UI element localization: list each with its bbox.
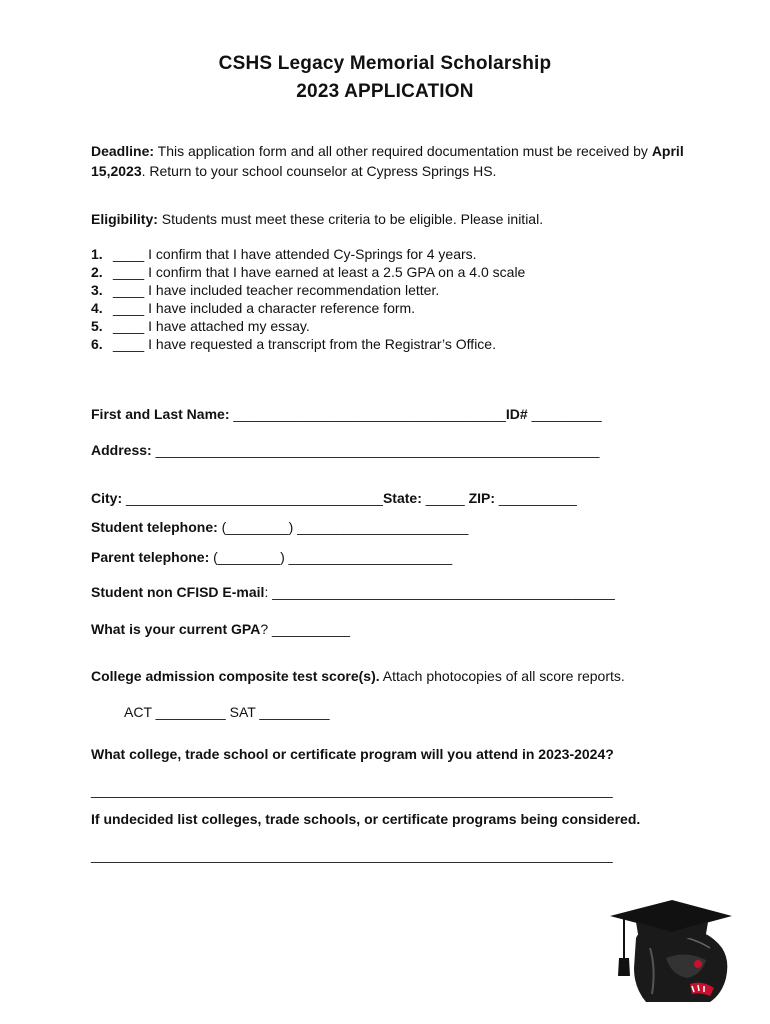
- item-number: 2.: [91, 264, 103, 280]
- gpa-label: What is your current GPA: [91, 621, 261, 637]
- deadline-date: April 15,2023: [91, 143, 684, 179]
- address-row: [91, 442, 599, 458]
- page-title-line2: 2023 APPLICATION: [296, 81, 474, 102]
- item-text: I have requested a transcript from the Registrar’s Office.: [148, 336, 496, 352]
- item-number: 5.: [91, 318, 103, 334]
- initial-blank[interactable]: ____: [113, 264, 145, 280]
- address-label: Address:: [91, 442, 156, 458]
- student-phone-label: Student telephone:: [91, 519, 222, 535]
- email-row: [91, 584, 615, 600]
- student-phone-field[interactable]: (________) ______________________: [221, 519, 469, 535]
- test-score-label: College admission composite test score(s).: [91, 668, 380, 684]
- item-text: I confirm that I have attended Cy-Springs for 4 years.: [148, 246, 477, 262]
- deadline-paragraph: [91, 141, 711, 181]
- undecided-question: If undecided list colleges, trade schools, or certificate programs being considered.: [91, 811, 641, 827]
- eligibility-list: [91, 245, 525, 353]
- item-number: 4.: [91, 300, 103, 316]
- eligibility-intro: [91, 209, 711, 229]
- state-field[interactable]: _____: [421, 490, 469, 506]
- initial-blank[interactable]: ____: [113, 300, 145, 316]
- item-text: I have attached my essay.: [148, 318, 310, 334]
- item-number: 6.: [91, 336, 103, 352]
- eligibility-item: [91, 263, 525, 281]
- id-label: ID#: [505, 406, 528, 422]
- undecided-answer-field[interactable]: ___________________________________________________________________: [91, 847, 613, 863]
- item-text: I have included a character reference form.: [148, 300, 416, 316]
- parent-phone-row: [91, 549, 452, 565]
- item-number: 3.: [91, 282, 103, 298]
- college-question: What college, trade school or certificate program will you attend in 2023-2024?: [91, 746, 614, 762]
- item-number: 1.: [91, 246, 103, 262]
- eligibility-item: [91, 245, 525, 263]
- name-row: [91, 406, 602, 422]
- name-label: First and Last Name:: [91, 406, 234, 422]
- test-score-note: Attach photocopies of all score reports.: [379, 668, 625, 684]
- eligibility-item: [91, 281, 525, 299]
- state-label: State:: [382, 490, 422, 506]
- city-field[interactable]: _________________________________: [122, 490, 383, 506]
- email-field[interactable]: : ____________________________________________: [264, 584, 615, 600]
- item-text: I confirm that I have earned at least a 2.5 GPA on a 4.0 scale: [148, 264, 526, 280]
- parent-phone-field[interactable]: (________) _____________________: [213, 549, 453, 565]
- initial-blank[interactable]: ____: [113, 318, 145, 334]
- deadline-text: This application form and all other required documentation must be received by: [154, 143, 652, 159]
- eligibility-item: [91, 335, 525, 353]
- zip-label: ZIP:: [468, 490, 496, 506]
- student-phone-row: [91, 519, 468, 535]
- zip-field[interactable]: __________: [495, 490, 577, 506]
- item-text: I have included teacher recommendation letter.: [148, 282, 440, 298]
- email-label: Student non CFISD E-mail: [91, 584, 265, 600]
- id-field[interactable]: _________: [527, 406, 602, 422]
- initial-blank[interactable]: ____: [113, 336, 145, 352]
- initial-blank[interactable]: ____: [113, 282, 145, 298]
- act-sat-field[interactable]: ACT _________ SAT _________: [124, 704, 330, 720]
- city-label: City:: [91, 490, 123, 506]
- college-answer-field[interactable]: ___________________________________________________________________: [91, 782, 613, 798]
- deadline-text-2: . Return to your school counselor at Cypress Springs HS.: [141, 163, 497, 179]
- eligibility-label: Eligibility:: [91, 211, 158, 227]
- page-title-line1: CSHS Legacy Memorial Scholarship: [218, 53, 552, 74]
- gpa-row: [91, 621, 350, 637]
- eligibility-item: [91, 299, 525, 317]
- test-score-row: [91, 668, 625, 684]
- eligibility-text: Students must meet these criteria to be eligible. Please initial.: [157, 211, 544, 227]
- name-field[interactable]: ___________________________________: [233, 406, 506, 422]
- panther-graduation-cap-icon: [606, 898, 736, 1008]
- gpa-field[interactable]: ? __________: [260, 621, 350, 637]
- initial-blank[interactable]: ____: [113, 246, 145, 262]
- eligibility-item: [91, 317, 525, 335]
- deadline-label: Deadline:: [91, 143, 155, 159]
- address-field[interactable]: _________________________________________________________: [155, 442, 600, 458]
- parent-phone-label: Parent telephone:: [91, 549, 214, 565]
- city-row: [91, 490, 577, 506]
